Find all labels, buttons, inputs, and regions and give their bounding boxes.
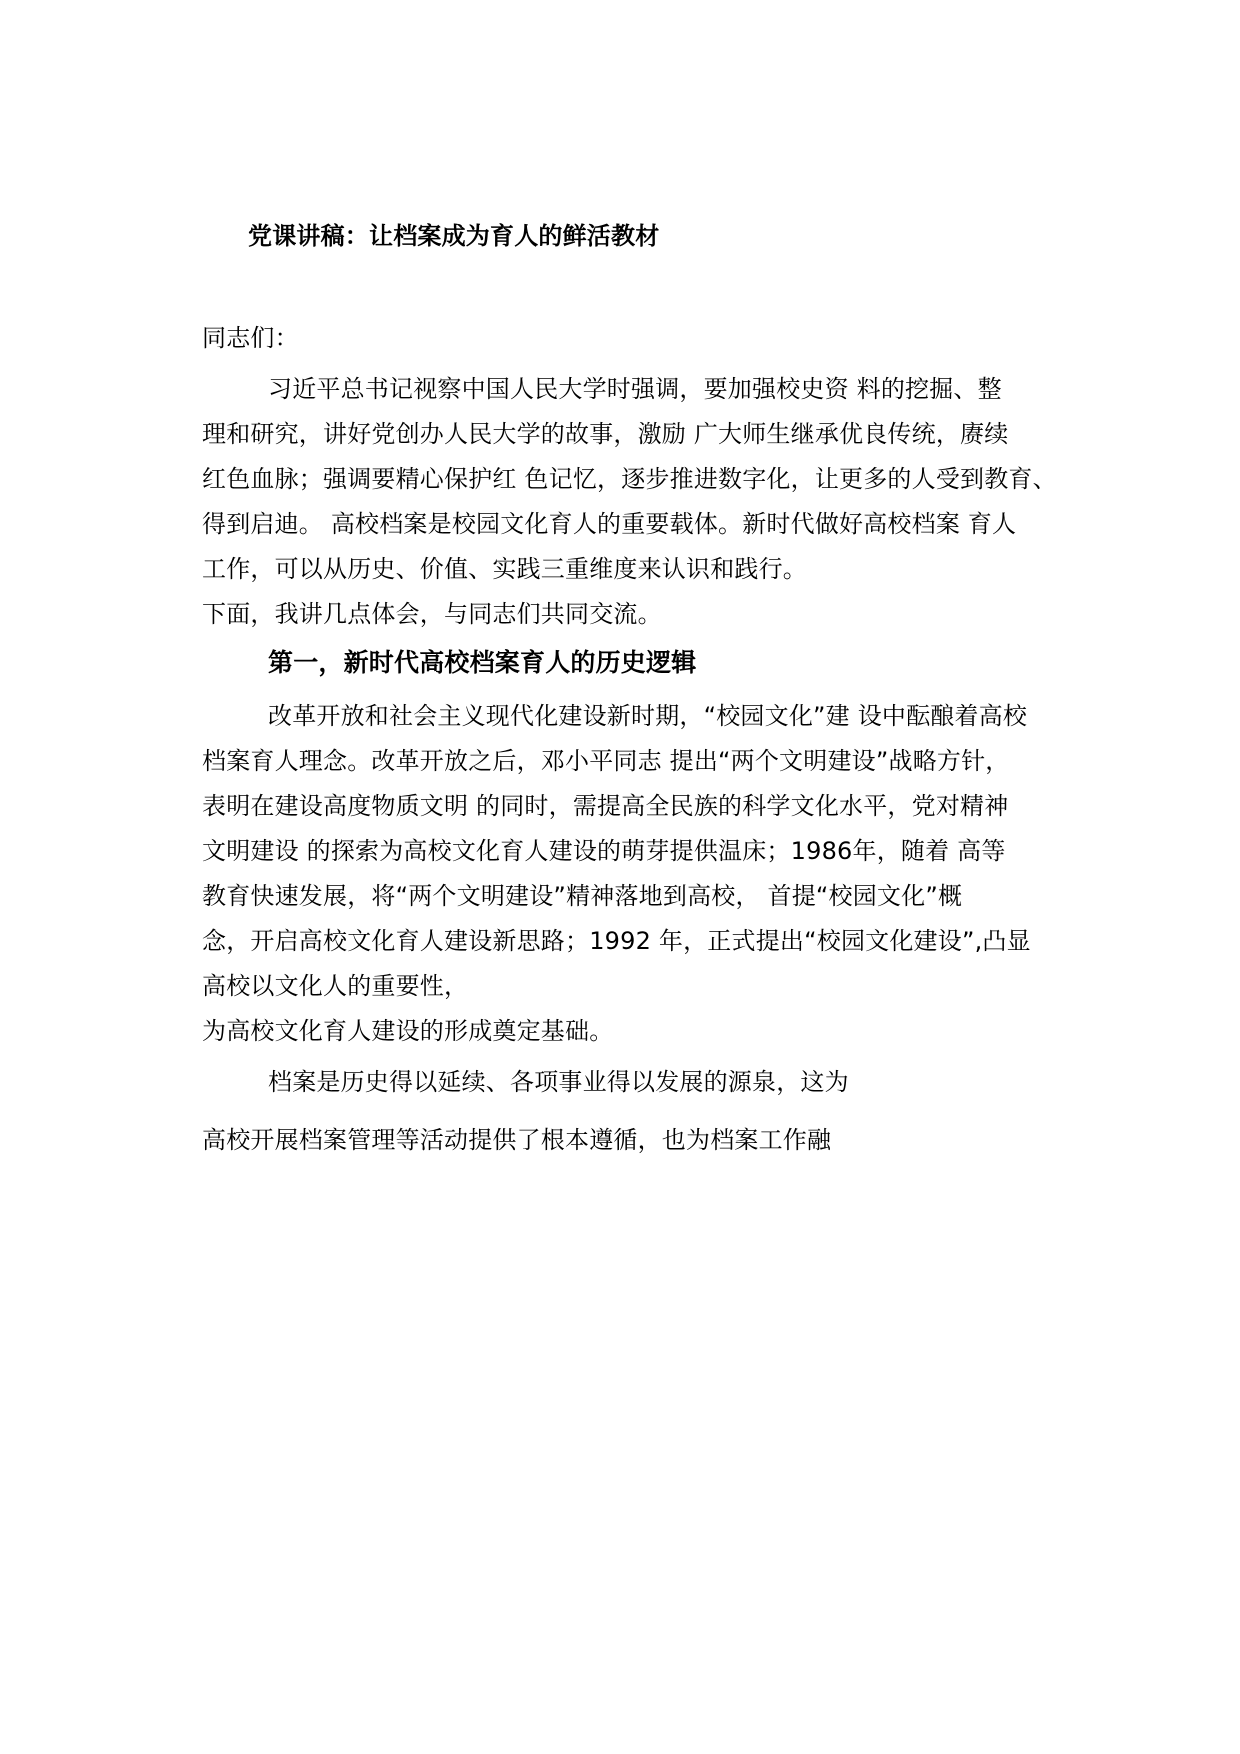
paragraph-line: 理和研究，讲好党创办人民大学的故事，激励 广大师生继承优良传统，赓续 (202, 420, 1009, 448)
paragraph-line: 得到启迪。 高校档案是校园文化育人的重要载体。新时代做好高校档案 育人 (202, 510, 1017, 538)
paragraph-line: 档案育人理念。改革开放之后，邓小平同志 提出“两个文明建设”战略方针， (202, 747, 1010, 775)
paragraph-line: 教育快速发展，将“两个文明建设”精神落地到高校， 首提“校园文化”概 (202, 882, 963, 910)
paragraph-line: 改革开放和社会主义现代化建设新时期，“校园文化”建 设中酝酿着高校 (268, 702, 1028, 730)
paragraph-line: 习近平总书记视察中国人民大学时强调，要加强校史资 料的挖掘、整 (268, 375, 1002, 403)
paragraph-line: 高校以文化人的重要性， (202, 972, 469, 1000)
document-title: 党课讲稿：让档案成为育人的鲜活教材 (248, 222, 660, 250)
paragraph-line: 红色血脉；强调要精心保护红 色记忆，逐步推进数字化，让更多的人受到教育、 (202, 465, 1057, 493)
transition-text: 下面，我讲几点体会，与同志们共同交流。 (202, 600, 662, 628)
paragraph-line: 表明在建设高度物质文明 的同时，需提高全民族的科学文化水平，党对精神 (202, 792, 1009, 820)
paragraph-line: 高校开展档案管理等活动提供了根本遵循，也为档案工作融 (202, 1126, 832, 1154)
section-heading: 第一，新时代高校档案育人的历史逻辑 (268, 648, 697, 677)
paragraph-line: 文明建设 的探索为高校文化育人建设的萌芽提供温床；1986年，随着 高等 (202, 837, 1006, 865)
paragraph-line: 为高校文化育人建设的形成奠定基础。 (202, 1017, 614, 1045)
salutation: 同志们： (202, 324, 299, 352)
paragraph-line: 念，开启高校文化育人建设新思路；1992 年，正式提出“校园文化建设”,凸显 (202, 927, 1031, 955)
paragraph-line: 工作，可以从历史、价值、实践三重维度来认识和践行。 (202, 555, 807, 583)
paragraph-line: 档案是历史得以延续、各项事业得以发展的源泉，这为 (268, 1068, 849, 1096)
